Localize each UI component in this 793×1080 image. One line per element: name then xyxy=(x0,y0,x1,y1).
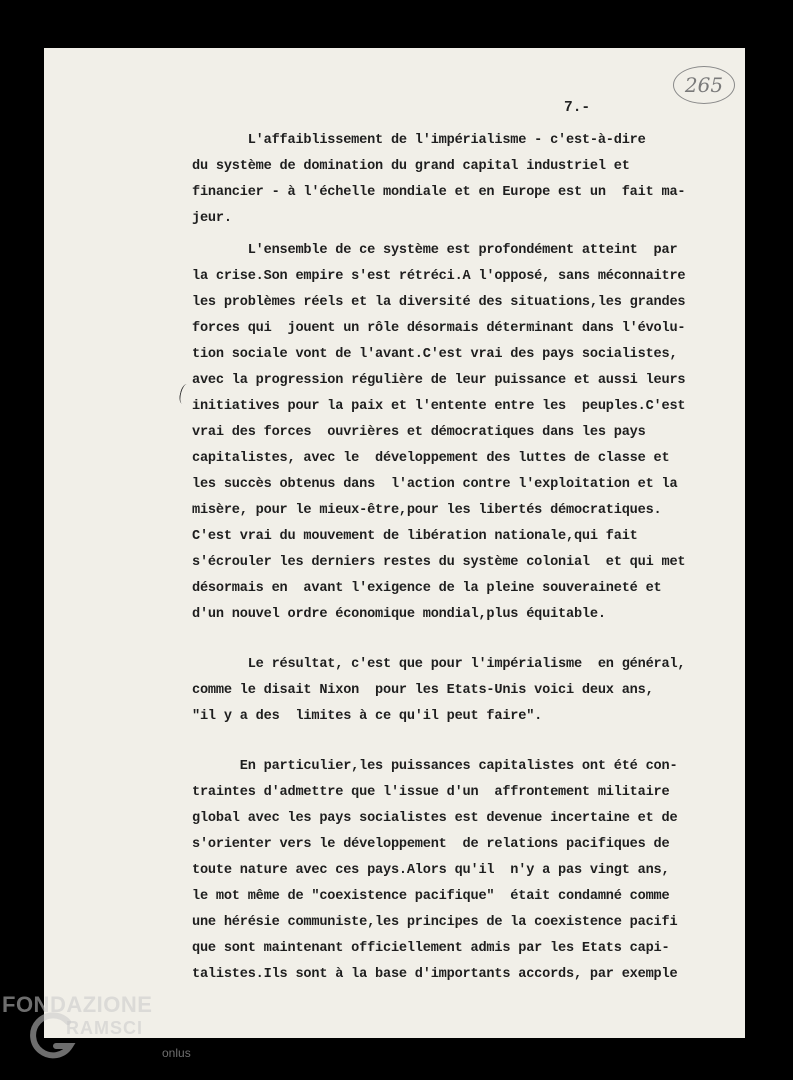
watermark-onlus: onlus xyxy=(162,1046,191,1060)
text-line: que sont maintenant officiellement admis par les Etats capi- xyxy=(192,941,670,956)
archive-number-stamp: 265 xyxy=(673,66,735,104)
text-line: L'affaiblissement de l'impérialisme - c'est-à-dire xyxy=(192,133,646,148)
text-line: une hérésie communiste,les principes de la coexistence pacifi xyxy=(192,915,678,930)
watermark-line-1: FONDAZIONE xyxy=(2,992,153,1017)
paragraph-3 xyxy=(192,652,745,730)
paragraph-4 xyxy=(192,754,745,988)
text-line: financier - à l'échelle mondiale et en Europe est un fait ma- xyxy=(192,185,686,200)
text-line: désormais en avant l'exigence de la pleine souveraineté et xyxy=(192,581,662,596)
text-line: la crise.Son empire s'est rétréci.A l'opposé, sans méconnaitre xyxy=(192,269,686,284)
text-line: L'ensemble de ce système est profondément atteint par xyxy=(192,243,678,258)
text-line: C'est vrai du mouvement de libération nationale,qui fait xyxy=(192,529,638,544)
text-line: toute nature avec ces pays.Alors qu'il n'y a pas vingt ans, xyxy=(192,863,670,878)
page-number: 7.- xyxy=(564,100,591,116)
text-line: En particulier,les puissances capitalistes ont été con- xyxy=(192,759,678,774)
text-line: les succès obtenus dans l'action contre l'exploitation et la xyxy=(192,477,678,492)
document-body xyxy=(44,128,745,988)
text-line: vrai des forces ouvrières et démocratiques dans les pays xyxy=(192,425,646,440)
text-line: "il y a des limites à ce qu'il peut faire". xyxy=(192,709,543,724)
text-line: jeur. xyxy=(192,211,232,226)
text-line: forces qui jouent un rôle désormais déterminant dans l'évolu- xyxy=(192,321,686,336)
text-line: s'écrouler les derniers restes du système colonial et qui met xyxy=(192,555,686,570)
document-page xyxy=(44,48,745,1038)
text-line: misère, pour le mieux-être,pour les libertés démocratiques. xyxy=(192,503,662,518)
text-line: Le résultat, c'est que pour l'impérialisme en général, xyxy=(192,657,686,672)
text-line: du système de domination du grand capital industriel et xyxy=(192,159,630,174)
text-line: global avec les pays socialistes est devenue incertaine et de xyxy=(192,811,678,826)
text-line: traintes d'admettre que l'issue d'un affrontement militaire xyxy=(192,785,670,800)
text-line: d'un nouvel ordre économique mondial,plus équitable. xyxy=(192,607,606,622)
text-line: s'orienter vers le développement de relations pacifiques de xyxy=(192,837,670,852)
paragraph-1 xyxy=(192,128,745,232)
text-line: avec la progression régulière de leur puissance et aussi leurs xyxy=(192,373,686,388)
text-line: le mot même de "coexistence pacifique" était condamné comme xyxy=(192,889,670,904)
paragraph-2 xyxy=(192,238,745,628)
text-line: tion sociale vont de l'avant.C'est vrai des pays socialistes, xyxy=(192,347,678,362)
watermark-line-2: RAMSCI xyxy=(66,1018,143,1038)
text-line: capitalistes, avec le développement des luttes de classe et xyxy=(192,451,670,466)
text-line: talistes.Ils sont à la base d'importants accords, par exemple xyxy=(192,967,678,982)
text-line: initiatives pour la paix et l'entente entre les peuples.C'est xyxy=(192,399,686,414)
text-line: les problèmes réels et la diversité des situations,les grandes xyxy=(192,295,686,310)
text-line: comme le disait Nixon pour les Etats-Unis voici deux ans, xyxy=(192,683,654,698)
